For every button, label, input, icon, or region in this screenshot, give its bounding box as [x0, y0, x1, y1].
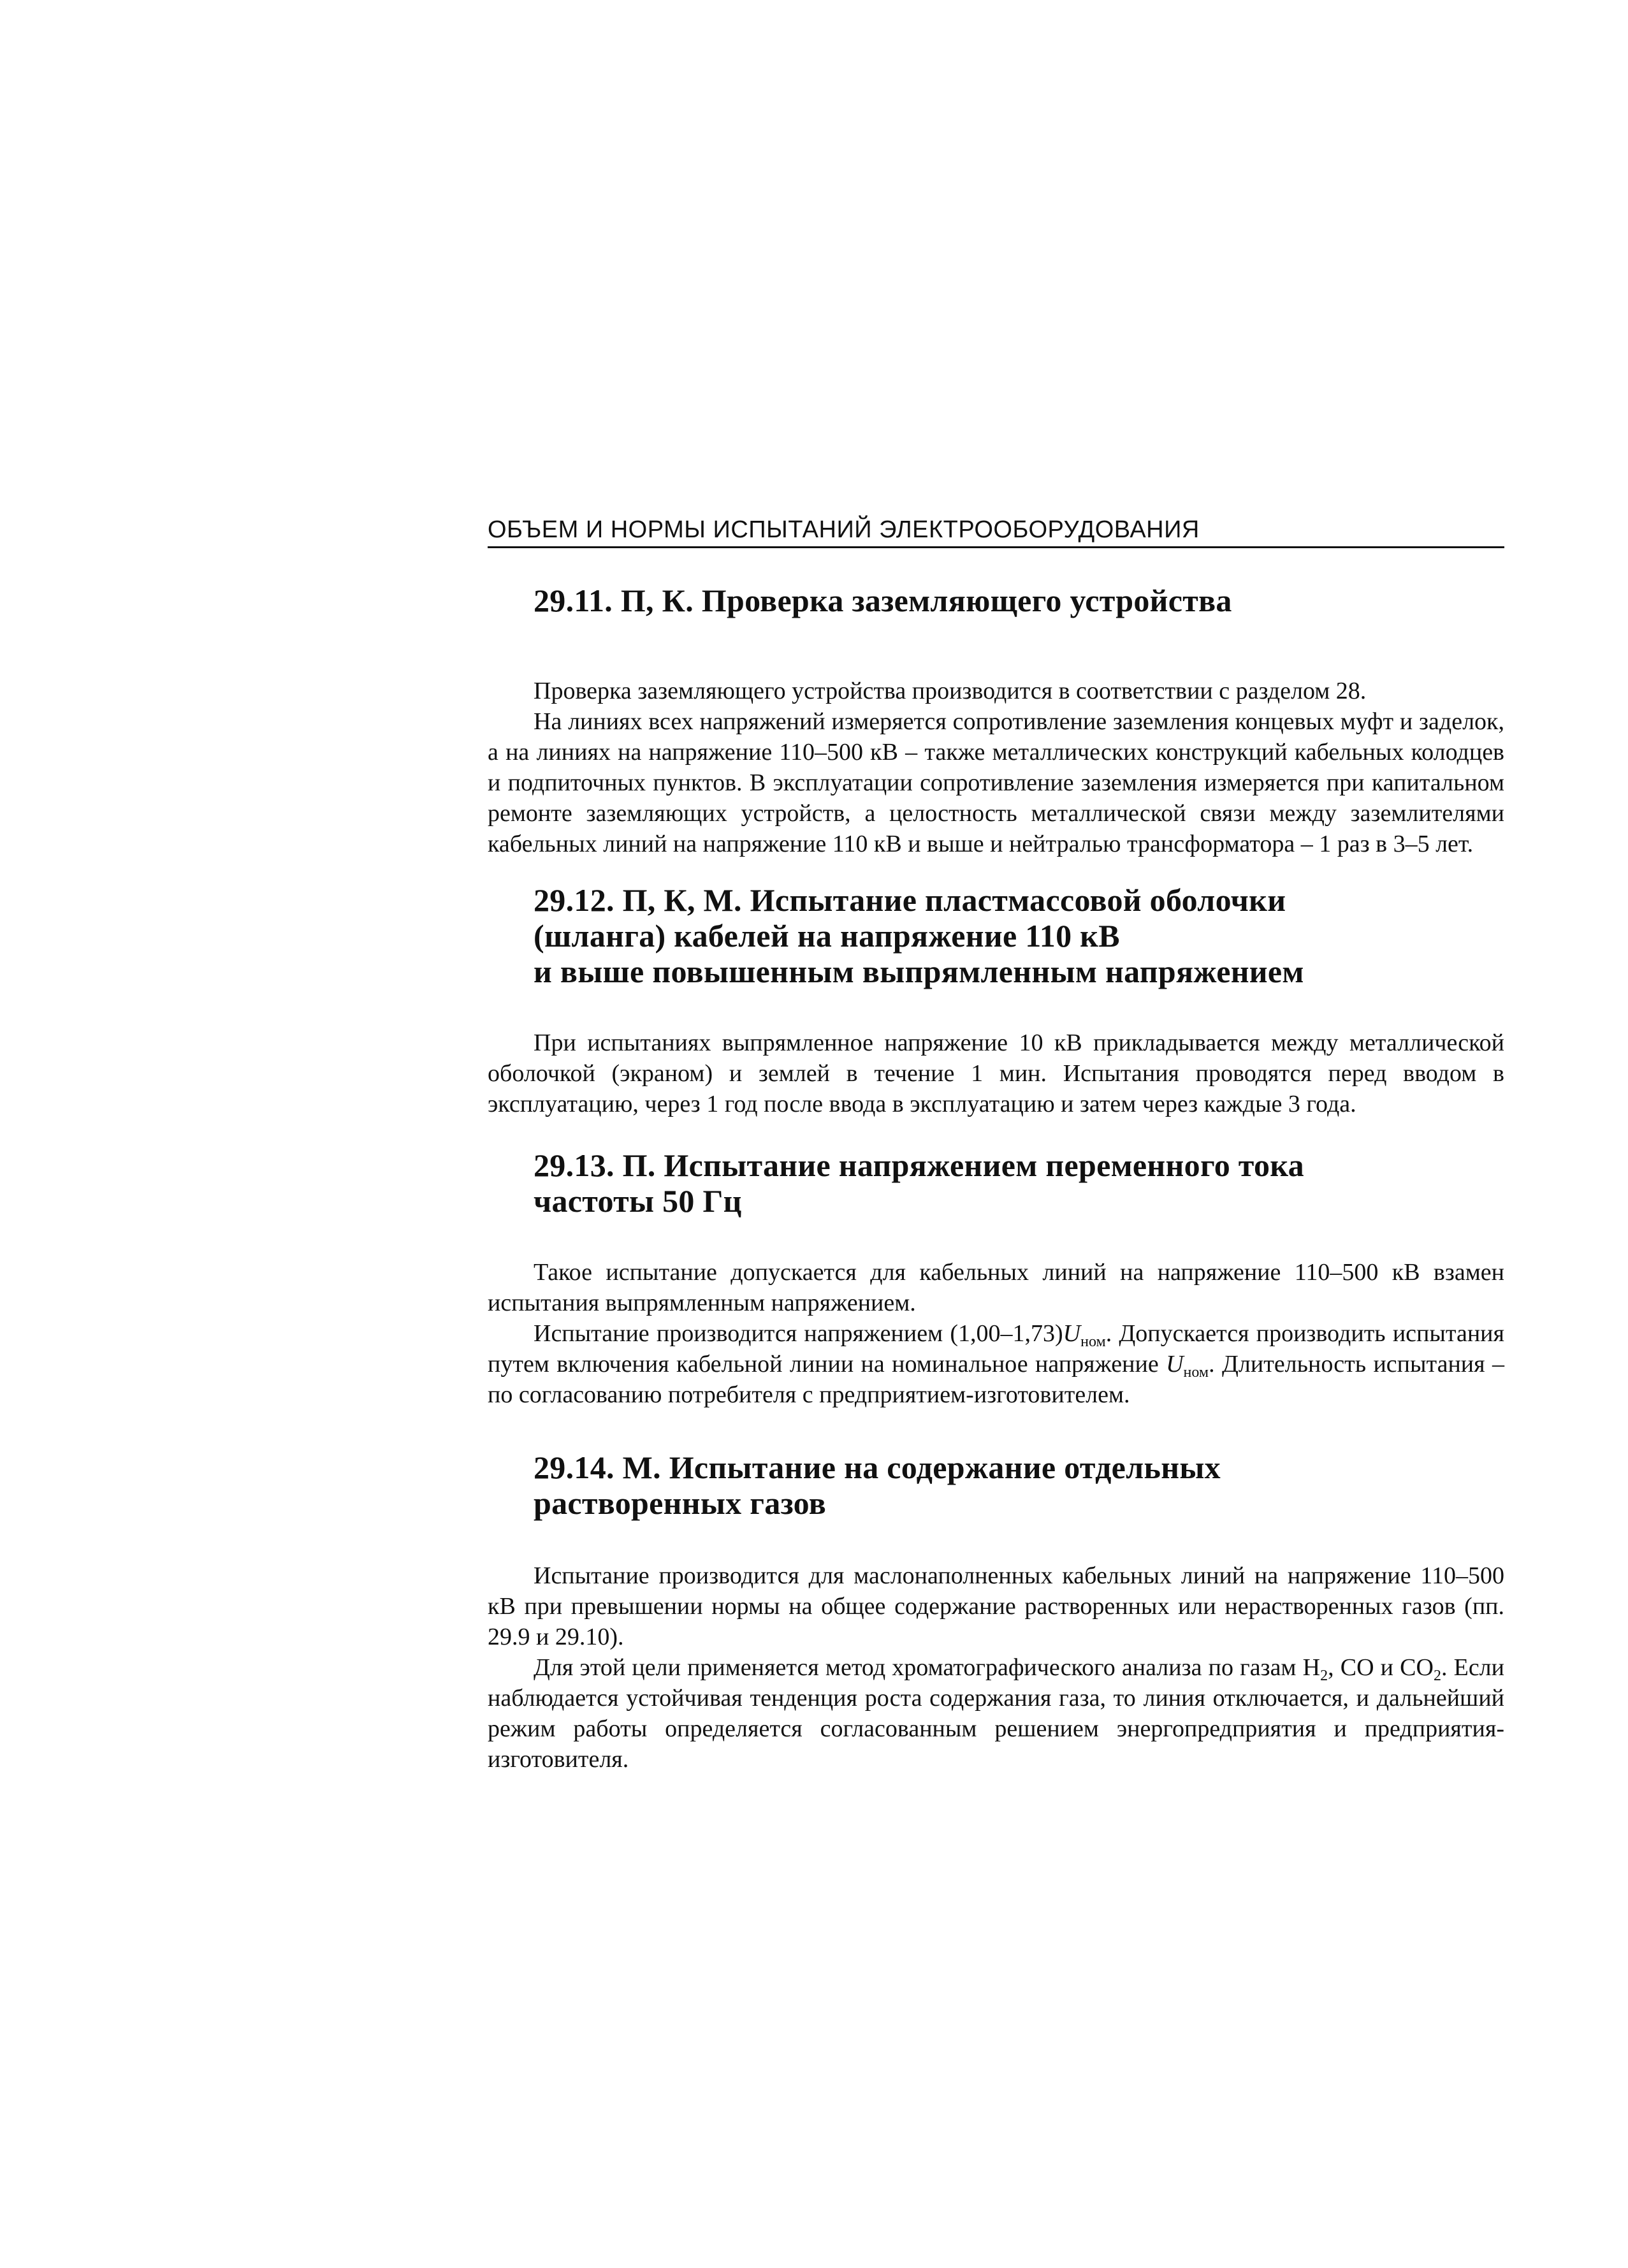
document-page	[488, 516, 1504, 1775]
text-run: . Если наблюдается устойчивая тенденция роста содержания газа, то линия отключается, и дальнейший режим работы определяется согласованным решением энергопредприятия и предприятия-изготовителя.	[488, 1654, 1504, 1773]
subscript: 2	[1320, 1668, 1328, 1684]
text-run: , CO и CO	[1328, 1654, 1434, 1681]
section-heading-29-12	[488, 882, 1504, 989]
section-heading-29-14	[488, 1450, 1504, 1521]
heading-line: и выше повышенным выпрямленным напряжением	[534, 954, 1304, 989]
heading-line: растворенных газов	[534, 1485, 827, 1521]
text-run: . Длительность испытания – по согласованию потребителя с предприятием-изготовителем.	[488, 1351, 1504, 1408]
paragraph: На линиях всех напряжений измеряется сопротивление заземления концевых муфт и заделок, а на линиях на напряжение 110–500 кВ – также металлических конструкций кабельных колодцев и подпиточных пунктов. В эксплуатации сопротивление заземления измеряется при капитальном ремонте заземляющих устройств, а целостность металлической связи между заземлителями кабельных линий на напряжение 110 кВ и выше и нейтралью трансформатора – 1 раз в 3–5 лет.	[488, 708, 1504, 857]
paragraph	[488, 1652, 1504, 1775]
running-header: ОБЪЕМ И НОРМЫ ИСПЫТАНИЙ ЭЛЕКТРООБОРУДОВАНИЯ	[488, 516, 1504, 548]
paragraph: Такое испытание допускается для кабельных линий на напряжение 110–500 кВ взамен испытания выпрямленным напряжением.	[488, 1259, 1504, 1316]
u-symbol: U	[1166, 1351, 1184, 1378]
u-subscript: ном	[1183, 1364, 1209, 1381]
heading-line: 29.12. П, К, М. Испытание пластмассовой оболочки	[534, 882, 1286, 918]
heading-line: 29.14. М. Испытание на содержание отдельных	[534, 1450, 1221, 1485]
paragraph	[488, 1318, 1504, 1410]
paragraph: Испытание производится для маслонаполненных кабельных линий на напряжение 110–500 кВ при превышении нормы на общее содержание растворенных или нерастворенных газов (пп. 29.9 и 29.10).	[488, 1562, 1504, 1650]
text-run: Испытание производится напряжением (1,00–1,73)	[534, 1320, 1063, 1347]
heading-line: (шланга) кабелей на напряжение 110 кВ	[534, 918, 1120, 954]
text-run: . Допускается производить испытания путем включения кабельной линии на номинальное напряжение	[488, 1320, 1504, 1378]
u-symbol: U	[1063, 1320, 1081, 1347]
paragraph: При испытаниях выпрямленное напряжение 10 кВ прикладывается между металлической оболочкой (экраном) и землей в течение 1 мин. Испытания проводятся перед вводом в эксплуатацию, через 1 год после ввода в эксплуатацию и затем через каждые 3 года.	[488, 1029, 1504, 1117]
heading-line: 29.13. П. Испытание напряжением переменного тока	[534, 1147, 1304, 1183]
section-heading-29-13	[488, 1147, 1504, 1219]
u-subscript: ном	[1080, 1334, 1106, 1350]
paragraph: Проверка заземляющего устройства производится в соответствии с разделом 28.	[534, 678, 1367, 704]
text-run: Для этой цели применяется метод хроматографического анализа по газам H	[534, 1654, 1321, 1681]
section-heading-29-11: 29.11. П, К. Проверка заземляющего устройства	[534, 583, 1232, 618]
subscript: 2	[1433, 1668, 1441, 1684]
heading-line: частоты 50 Гц	[534, 1183, 742, 1219]
